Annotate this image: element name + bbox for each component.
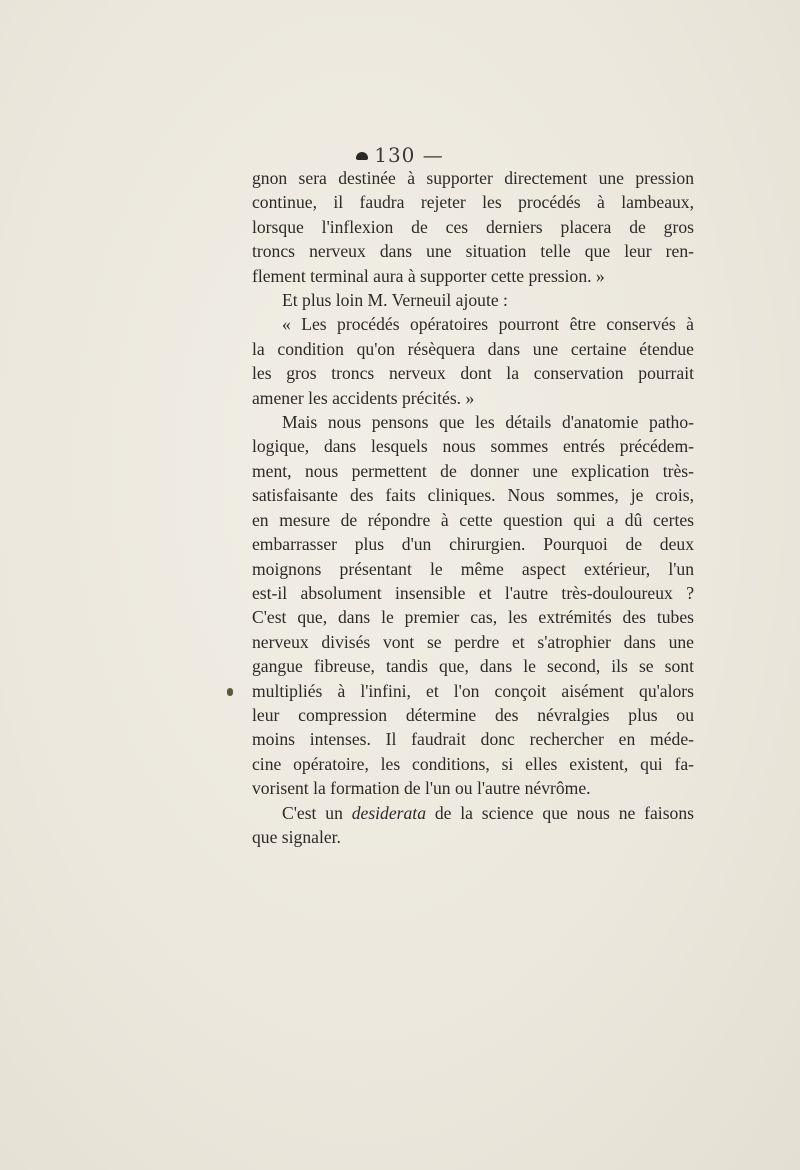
paragraph-4 bbox=[252, 410, 694, 801]
ornament-icon bbox=[356, 152, 368, 160]
text-line: gangue fibreuse, tandis que, dans le second, ils se sont bbox=[252, 656, 694, 677]
text-line: satisfaisante des faits cliniques. Nous sommes, je crois, bbox=[252, 485, 694, 506]
text-line: les gros troncs nerveux dont la conservation pourrait bbox=[252, 363, 694, 384]
paragraph-3 bbox=[252, 312, 694, 410]
text-line: lorsque l'inflexion de ces derniers placera de gros bbox=[252, 216, 694, 237]
text-line bbox=[252, 801, 694, 825]
paragraph-1 bbox=[252, 166, 694, 288]
text-line: est-il absolument insensible et l'autre très-douloureux ? bbox=[252, 582, 694, 603]
paragraph-2 bbox=[252, 288, 694, 312]
text-line: vorisent la formation de l'un ou l'autre névrôme. bbox=[252, 778, 591, 799]
text-fragment: C'est un bbox=[282, 802, 343, 823]
text-line: logique, dans lesquels nous sommes entrés précédem- bbox=[252, 436, 694, 457]
text-fragment: de la science que nous ne faisons bbox=[434, 802, 694, 823]
text-line: flement terminal aura à supporter cette pression. » bbox=[252, 265, 605, 286]
text-line: amener les accidents précités. » bbox=[252, 387, 475, 408]
italic-term: desiderata bbox=[351, 802, 426, 823]
text-line: ment, nous permettent de donner une explication très- bbox=[252, 460, 694, 481]
text-line: continue, il faudra rejeter les procédés à lambeaux, bbox=[252, 192, 694, 213]
text-line: moignons présentant le même aspect extérieur, l'un bbox=[252, 558, 694, 579]
text-line: Et plus loin M. Verneuil ajoute : bbox=[282, 290, 508, 311]
text-line: troncs nerveux dans une situation telle que leur ren- bbox=[252, 241, 694, 262]
ink-spot bbox=[227, 688, 233, 696]
text-line: Mais nous pensons que les détails d'anatomie patho- bbox=[282, 412, 694, 433]
text-line: C'est que, dans le premier cas, les extrémités des tubes bbox=[252, 607, 694, 628]
text-line: en mesure de répondre à cette question qui a dû certes bbox=[252, 509, 694, 530]
text-line: multipliés à l'infini, et l'on conçoit aisément qu'alors bbox=[252, 680, 694, 701]
text-line: leur compression détermine des névralgies plus ou bbox=[252, 704, 694, 725]
page-header bbox=[0, 143, 800, 167]
paragraph-5 bbox=[252, 801, 694, 850]
text-line: nerveux divisés vont se perdre et s'atrophier dans une bbox=[252, 631, 694, 652]
text-line: que signaler. bbox=[252, 826, 341, 847]
text-line: moins intenses. Il faudrait donc rechercher en méde- bbox=[252, 729, 694, 750]
text-line: « Les procédés opératoires pourront être conservés à bbox=[282, 314, 694, 335]
text-line: gnon sera destinée à supporter directement une pression bbox=[252, 168, 694, 188]
text-line: la condition qu'on résèquera dans une certaine étendue bbox=[252, 338, 694, 359]
page-number: 130 — bbox=[374, 143, 444, 167]
text-line: cine opératoire, les conditions, si elles existent, qui fa- bbox=[252, 753, 694, 774]
body-text bbox=[252, 166, 694, 849]
text-line: embarrasser plus d'un chirurgien. Pourquoi de deux bbox=[252, 534, 694, 555]
